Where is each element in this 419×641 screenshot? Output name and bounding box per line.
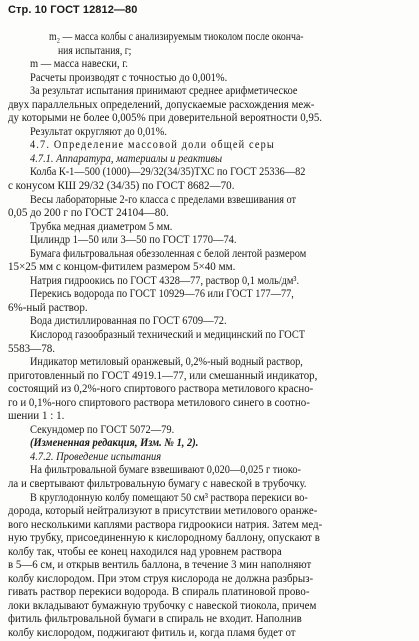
- text-line: 4.7.1. Аппаратура, материалы и реактивы: [30, 153, 223, 165]
- text-line: 4.7. Определение массовой доли общей серы: [30, 139, 275, 151]
- text-line: (Измененная редакция, Изм. № 1, 2).: [30, 437, 199, 449]
- text-line: Перекись водорода по ГОСТ 10929—76 или ГОСТ 177—77,: [30, 288, 294, 300]
- text-line: локи вкладывают бумажную трубочку с навеской тиокола, причем: [8, 600, 317, 612]
- text-line: Весы лабораторные 2-го класса с пределами взвешивания от: [30, 194, 297, 206]
- text-line: колбу кислородом, поджигают фитиль и, когда пламя будет от: [8, 627, 296, 639]
- text-line: На фильтровальной бумаге взвешивают 0,020—0,025 г тиоко-: [30, 464, 301, 476]
- text-line: колбу так, чтобы ее конец находился над уровнем раствора: [8, 546, 282, 558]
- text-line: Расчеты производят с точностью до 0,001%.: [30, 72, 228, 84]
- text-line: Трубка медная диаметром 5 мм.: [30, 221, 173, 233]
- text-line: в 5—6 см, и открыв вентиль баллона, в течение 3 мин наполняют: [8, 559, 312, 571]
- text-line: с конусом КШ 29/32 (34/35) по ГОСТ 8682—70.: [8, 180, 235, 192]
- text-line: 6%-ный раствор.: [8, 302, 88, 314]
- text-line: Индикатор метиловый оранжевый, 0,2%-ный водный раствор,: [30, 356, 303, 368]
- text-line: m — масса навески, г.: [30, 58, 128, 70]
- text-line: шении 1 : 1.: [8, 410, 65, 422]
- text-line: Бумага фильтровальная обеззоленная с белой лентой размером: [30, 248, 307, 260]
- text-line: Секундомер по ГОСТ 5072—79.: [30, 424, 175, 436]
- text-line: В круглодонную колбу помещают 50 см³ раствора перекиси во-: [30, 492, 308, 504]
- text-line: 4.7.2. Проведение испытания: [30, 451, 162, 463]
- text-line: За результат испытания принимают среднее арифметическое: [30, 85, 298, 97]
- text-line: Натрия гидроокись по ГОСТ 4328—77, раствор 0,1 моль/дм³.: [30, 275, 300, 287]
- text-line: колбу кислородом. При этом струя кислорода не должна разбрыз-: [8, 573, 314, 585]
- text-line: вого несколькими каплями раствора гидроокиси натрия. Затем мед-: [8, 519, 323, 531]
- text-line: m₂ — масса колбы с анализируемым тиоколом после оконча-: [49, 31, 304, 43]
- text-line: ла и свертывают фильтровальную бумагу с навеской в трубочку.: [8, 478, 307, 490]
- text-line: ду которыми не более 0,005% при доверительной вероятности 0,95.: [8, 112, 323, 124]
- text-line: 15×25 мм с концом-фитилем размером 5×40 мм.: [8, 261, 236, 273]
- text-line: 0,05 до 200 г по ГОСТ 24104—80.: [8, 207, 169, 219]
- text-line: двух параллельных определений, допускаемые расхождения меж-: [8, 99, 315, 111]
- text-line: состоящий из 0,2%-ного спиртового раствора метилового красно-: [8, 383, 314, 395]
- text-line: Цилиндр 1—50 или 3—50 по ГОСТ 1770—74.: [30, 234, 237, 246]
- text-line: фитиль фильтровальной бумаги в спираль не входит. Наполнив: [8, 613, 302, 625]
- text-line: гивать раствор перекиси водорода. В спираль платиновой прово-: [8, 586, 310, 598]
- text-line: ния испытания, г;: [58, 45, 132, 57]
- text-line: приготовленный по ГОСТ 4919.1—77, или смешанный индикатор,: [8, 370, 318, 382]
- text-line: 5583—78.: [8, 343, 56, 355]
- text-line: ную трубку, присоединенную к кислородному баллону, опускают в: [8, 532, 320, 544]
- text-line: Вода дистиллированная по ГОСТ 6709—72.: [30, 315, 227, 327]
- text-line: дорода, который нейтрализуют в присутствии метилового оранже-: [8, 505, 318, 517]
- text-line: го и 0,1%-ного спиртового раствора метилового синего в соотно-: [8, 397, 310, 409]
- text-line: Кислород газообразный технический и медицинский по ГОСТ: [30, 329, 305, 341]
- page-header: Стр. 10 ГОСТ 12812—80: [8, 4, 138, 16]
- text-line: Результат округляют до 0,01%.: [30, 126, 167, 138]
- text-line: Колба К-1—500 (1000)—29/32(34/35)ТХС по ГОСТ 25336—82: [30, 166, 306, 178]
